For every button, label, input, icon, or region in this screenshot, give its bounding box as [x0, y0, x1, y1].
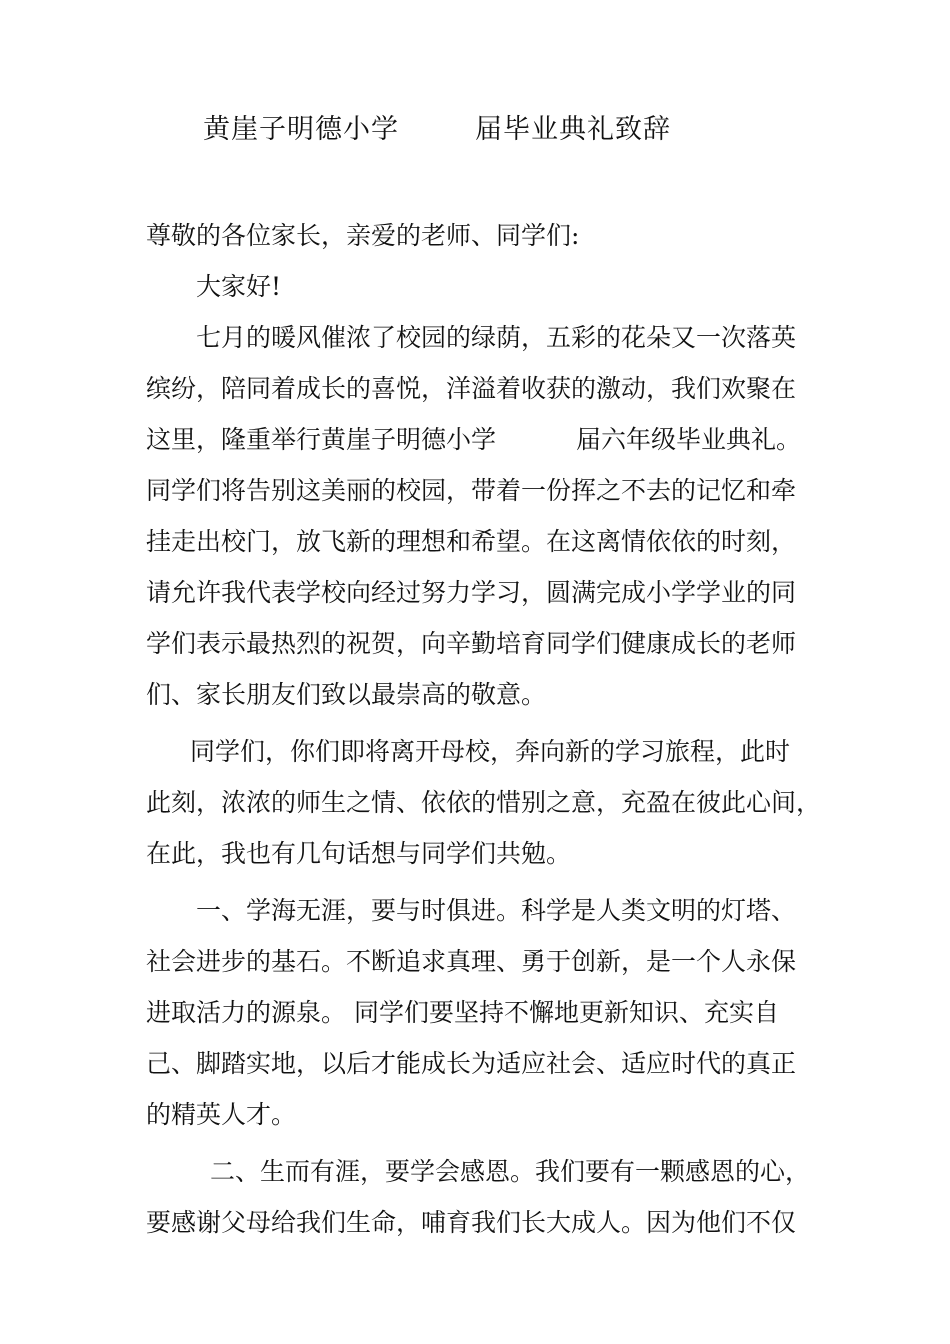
text-line-content: 请允许我代表学校向经过努力学习，圆满完成小学学业的同: [146, 578, 797, 607]
text-line: [146, 1197, 816, 1248]
text-line: [146, 210, 816, 261]
text-line: [146, 516, 816, 567]
text-line-content: 社会进步的基石。不断追求真理、勇于创新，是一个人永保: [146, 947, 797, 976]
text-line-content: 此刻，浓浓的师生之情、依依的惜别之意，充盈在彼此心间，: [146, 788, 822, 817]
text-line: [146, 828, 816, 879]
text-line-content: 同学们将告别这美丽的校园，带着一份挥之不去的记忆和牵: [146, 476, 797, 505]
title-ceremony: 届毕业典礼致辞: [475, 114, 671, 145]
text-line-content: 学们表示最热烈的祝贺，向辛勤培育同学们健康成长的老师: [146, 629, 797, 658]
text-line-content: 们、家长朋友们致以最崇高的敬意。: [146, 680, 547, 709]
text-line: [146, 726, 816, 777]
title-school-name: 黄崖子明德小学: [203, 114, 399, 145]
text-line-content: 己、脚踏实地，以后才能成长为适应社会、适应时代的真正: [146, 1049, 797, 1078]
text-line: [146, 1089, 816, 1140]
text-line-content: 同学们，你们即将离开母校，奔向新的学习旅程，此时: [190, 737, 791, 766]
speech-body: [146, 210, 822, 1248]
text-line: [146, 777, 822, 828]
text-line: [146, 618, 816, 669]
text-line-content: 这里，隆重举行黄崖子明德小学: [146, 425, 497, 454]
text-line: [146, 414, 816, 465]
text-line-content: 大家好!: [196, 272, 282, 301]
text-line: [146, 669, 816, 720]
text-line-content: 进取活力的源泉。 同学们要坚持不懈地更新知识、充实自: [146, 998, 779, 1027]
text-line: [146, 363, 816, 414]
text-line-content: 二、生而有涯，要学会感恩。我们要有一颗感恩的心，: [210, 1157, 811, 1186]
text-line-content: 挂走出校门，放飞新的理想和希望。在这离情依依的时刻，: [146, 527, 797, 556]
text-line: [146, 261, 816, 312]
text-line: [146, 987, 816, 1038]
text-line: [146, 1038, 816, 1089]
text-line-content: 的精英人才。: [146, 1100, 297, 1129]
text-line-tail: 届六年级毕业典礼。: [576, 425, 802, 454]
text-line-content: 一、学海无涯，要与时俱进。科学是人类文明的灯塔、: [196, 896, 797, 925]
page-title: [0, 108, 950, 152]
text-line: [146, 312, 816, 363]
text-line: [146, 567, 816, 618]
text-line: [146, 885, 816, 936]
text-line: [146, 1146, 816, 1197]
text-line: [146, 465, 816, 516]
text-line: [146, 936, 816, 987]
text-line-content: 在此，我也有几句话想与同学们共勉。: [146, 839, 572, 868]
text-line-content: 七月的暖风催浓了校园的绿荫，五彩的花朵又一次落英: [196, 323, 797, 352]
text-line-content: 缤纷，陪同着成长的喜悦，洋溢着收获的激动，我们欢聚在: [146, 374, 797, 403]
text-line-content: 要感谢父母给我们生命，哺育我们长大成人。因为他们不仅: [146, 1208, 797, 1237]
text-line-content: 尊敬的各位家长，亲爱的老师、同学们:: [146, 221, 580, 250]
